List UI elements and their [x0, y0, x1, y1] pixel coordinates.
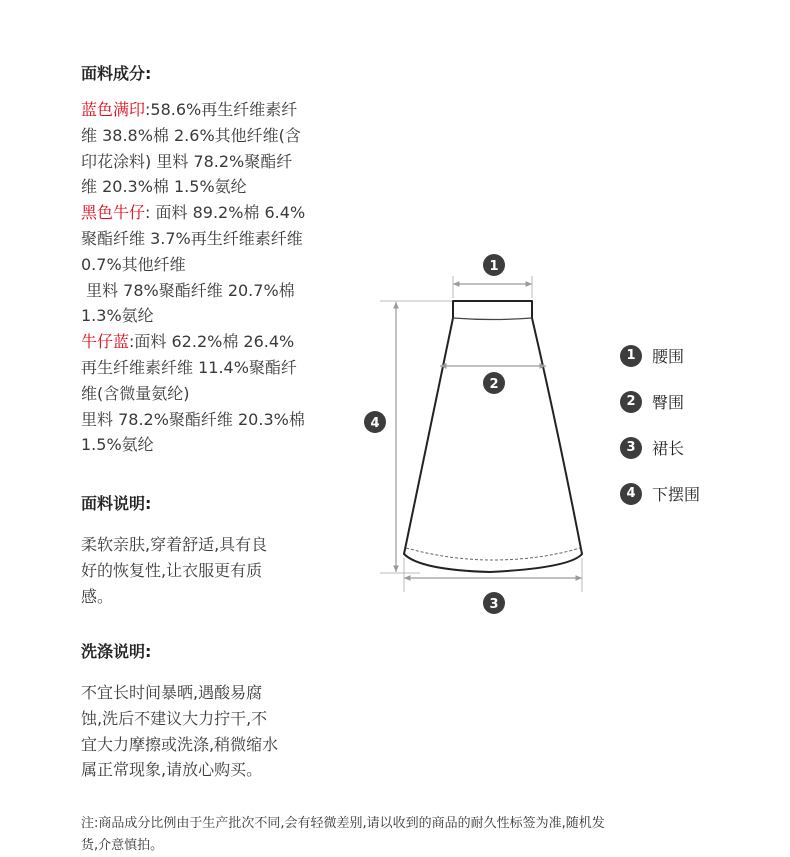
skirt-measurement-diagram — [360, 240, 600, 630]
svg-text:4: 4 — [370, 416, 380, 431]
denim-blue-text: :面料 62.2%棉 26.4% — [129, 332, 295, 352]
denim-blue-line-2: 再生纤维素纤维 11.4%聚酯纤 — [81, 357, 297, 377]
legend-item-waist — [620, 344, 700, 367]
fabric-description-text — [81, 532, 336, 609]
legend-label-hip: 臀围 — [652, 393, 685, 412]
svg-text:2: 2 — [489, 377, 499, 392]
legend-item-hem — [620, 482, 700, 505]
legend-label-length: 裙长 — [652, 439, 685, 458]
washing-line-2: 蚀,洗后不建议大力拧干,不 — [81, 708, 268, 728]
black-denim-line-3: 0.7%其他纤维 — [81, 254, 186, 274]
footnote-line-1: 注:商品成分比例由于生产批次不同,会有轻微差别,请以收到的商品的耐久性标签为准,随机发 — [81, 816, 605, 831]
denim-blue-line-3: 维(含微量氨纶) — [81, 383, 190, 403]
denim-blue-line-1 — [81, 329, 336, 355]
black-denim-label: 黑色牛仔 — [81, 203, 146, 223]
legend-badge-1: 1 — [620, 345, 642, 367]
washing-line-1: 不宜长时间暴晒,遇酸易腐 — [81, 683, 263, 702]
legend-label-hem: 下摆围 — [652, 485, 701, 504]
blue-print-line-1 — [81, 97, 336, 123]
skirt-outline — [404, 301, 582, 572]
black-denim-line-2: 聚酯纤维 3.7%再生纤维素纤维 — [81, 228, 303, 248]
marker-3 — [483, 592, 505, 614]
measurement-legend — [620, 344, 700, 528]
denim-blue-line-5: 1.5%氨纶 — [81, 435, 154, 455]
svg-text:3: 3 — [489, 597, 499, 612]
black-denim-line-5: 1.3%氨纶 — [81, 306, 154, 326]
blue-print-label: 蓝色满印 — [81, 100, 146, 119]
fabric-composition-heading: 面料成分: — [81, 64, 152, 83]
black-denim-line-1 — [81, 200, 336, 226]
fabric-description-line-2: 好的恢复性,让衣服更有质 — [81, 560, 263, 580]
denim-blue-line-4: 里料 78.2%聚酯纤维 20.3%棉 — [81, 409, 305, 429]
fabric-composition-text — [81, 97, 336, 458]
legend-item-length — [620, 436, 700, 459]
legend-badge-2: 2 — [620, 391, 642, 413]
blue-print-text: :58.6%再生纤维素纤 — [145, 100, 298, 119]
blue-print-line-2: 维 38.8%棉 2.6%其他纤维(含 — [81, 125, 301, 145]
washing-instructions-heading: 洗涤说明: — [81, 642, 152, 661]
legend-badge-4: 4 — [620, 483, 642, 505]
black-denim-text: : 面料 89.2%棉 6.4% — [145, 203, 306, 223]
blue-print-line-3: 印花涂料) 里料 78.2%聚酯纤 — [81, 151, 293, 171]
black-denim-line-4: 里料 78%聚酯纤维 20.7%棉 — [81, 280, 295, 300]
footnote — [81, 813, 701, 857]
marker-1 — [483, 254, 505, 276]
denim-blue-label: 牛仔蓝 — [81, 332, 130, 352]
legend-badge-3: 3 — [620, 437, 642, 459]
footnote-line-2: 货,介意慎拍。 — [81, 838, 164, 853]
fabric-description-line-1: 柔软亲肤,穿着舒适,具有良 — [81, 535, 268, 554]
marker-2 — [483, 372, 505, 394]
fabric-description-line-3: 感。 — [81, 586, 114, 606]
legend-item-hip — [620, 390, 700, 413]
washing-line-4: 属正常现象,请放心购买。 — [81, 760, 263, 780]
washing-instructions-text — [81, 680, 336, 783]
legend-label-waist: 腰围 — [652, 347, 685, 366]
svg-text:1: 1 — [489, 259, 499, 274]
fabric-description-heading: 面料说明: — [81, 494, 152, 513]
blue-print-line-4: 维 20.3%棉 1.5%氨纶 — [81, 177, 247, 197]
washing-line-3: 宜大力摩擦或洗涤,稍微缩水 — [81, 734, 279, 754]
marker-4 — [364, 411, 386, 433]
